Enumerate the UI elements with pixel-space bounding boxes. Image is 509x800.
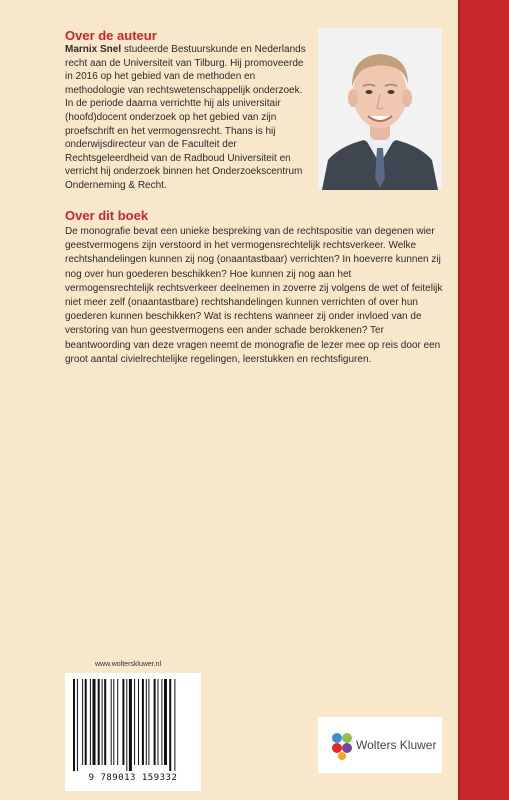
barcode-bar bbox=[174, 679, 175, 771]
barcode-bar bbox=[90, 679, 91, 765]
barcode-bar bbox=[138, 679, 139, 765]
barcode-bar bbox=[158, 679, 159, 765]
barcode-bar bbox=[164, 679, 167, 765]
spine-edge bbox=[458, 0, 460, 800]
barcode-bar bbox=[102, 679, 103, 765]
author-heading: Over de auteur bbox=[65, 28, 157, 43]
barcode-bar bbox=[113, 679, 114, 765]
barcode-bar bbox=[169, 679, 171, 771]
barcode-bar bbox=[77, 679, 78, 771]
barcode-bar bbox=[146, 679, 147, 765]
barcode-bar bbox=[98, 679, 100, 765]
barcode-bar bbox=[154, 679, 156, 765]
barcode-bar bbox=[122, 679, 124, 765]
cover-spine-strip bbox=[460, 0, 509, 800]
barcode-bar bbox=[134, 679, 135, 765]
barcode-bar bbox=[129, 679, 132, 771]
barcode-bar bbox=[111, 679, 112, 765]
author-bio bbox=[65, 43, 310, 193]
barcode-bar bbox=[161, 679, 162, 765]
author-photo bbox=[318, 28, 442, 190]
wolters-kluwer-logo-icon bbox=[326, 729, 358, 761]
barcode-bar bbox=[82, 679, 83, 765]
barcode-bar bbox=[148, 679, 149, 765]
author-name: Marnix Snel bbox=[65, 44, 122, 55]
barcode-bar bbox=[142, 679, 144, 765]
publisher-name: Wolters Kluwer bbox=[356, 738, 437, 752]
publisher-url[interactable]: www.wolterskluwer.nl bbox=[95, 661, 162, 668]
book-heading: Over dit boek bbox=[65, 208, 149, 223]
barcode-bar bbox=[73, 679, 75, 771]
book-description: De monografie bevat een unieke bespreking van de rechtspositie van degenen wier geestvermogens zijn verstoord in het vermogensrechtelijk rechtsverkeer. Welke rechtshandelingen kunnen zij nog (onaantastbaar) verrichten? In hoeverre kunnen zij nog over hun goederen beschikken? Hoe kunnen zij nog aan het vermogensrechtelijk rechtsverkeer deelnemen in zoverre zij volgens de wet of feitelijk niet meer zelf (onaantastbare) rechtshandelingen kunnen verrichten of over hun goederen kunnen beschikken? Wat is rechtens wanneer zij onder invloed van de verstoring van hun geestvermogens een ander schade berokkenen? Ter beantwoording van deze vragen neemt de monografie de lezer mee op reis door een groot aantal civielrechtelijke regelingen, leerstukken en rechtsfiguren. bbox=[65, 226, 443, 365]
barcode-bar bbox=[93, 679, 96, 765]
barcode-bar bbox=[104, 679, 106, 765]
barcode-bar bbox=[117, 679, 118, 765]
barcode-bar bbox=[126, 679, 127, 771]
author-portrait-image bbox=[318, 28, 442, 190]
barcode-bars bbox=[65, 673, 201, 773]
isbn-digits: 9 789013 159332 bbox=[88, 773, 178, 783]
publisher-logo bbox=[318, 717, 442, 773]
author-bio-text: studeerde Bestuurskunde en Nederlands recht aan de Universiteit van Tilburg. Hij promoveerde in 2016 op het gebied van de methoden en methodologie van rechtswetenschappelijk onderzoek. In de periode daarna verrichtte hij als universitair (hoofd)docent onderzoek op het gebied van zijn proefschrift en het vermogensrecht. Thans is hij onderwijsdirecteur van de Faculteit der Rechtsgeleerdheid van de Radboud Universiteit en verricht hij onderzoek binnen het Onderzoekscentrum Onderneming & Recht. bbox=[65, 44, 306, 191]
barcode-bar bbox=[85, 679, 87, 765]
barcode bbox=[65, 673, 201, 791]
